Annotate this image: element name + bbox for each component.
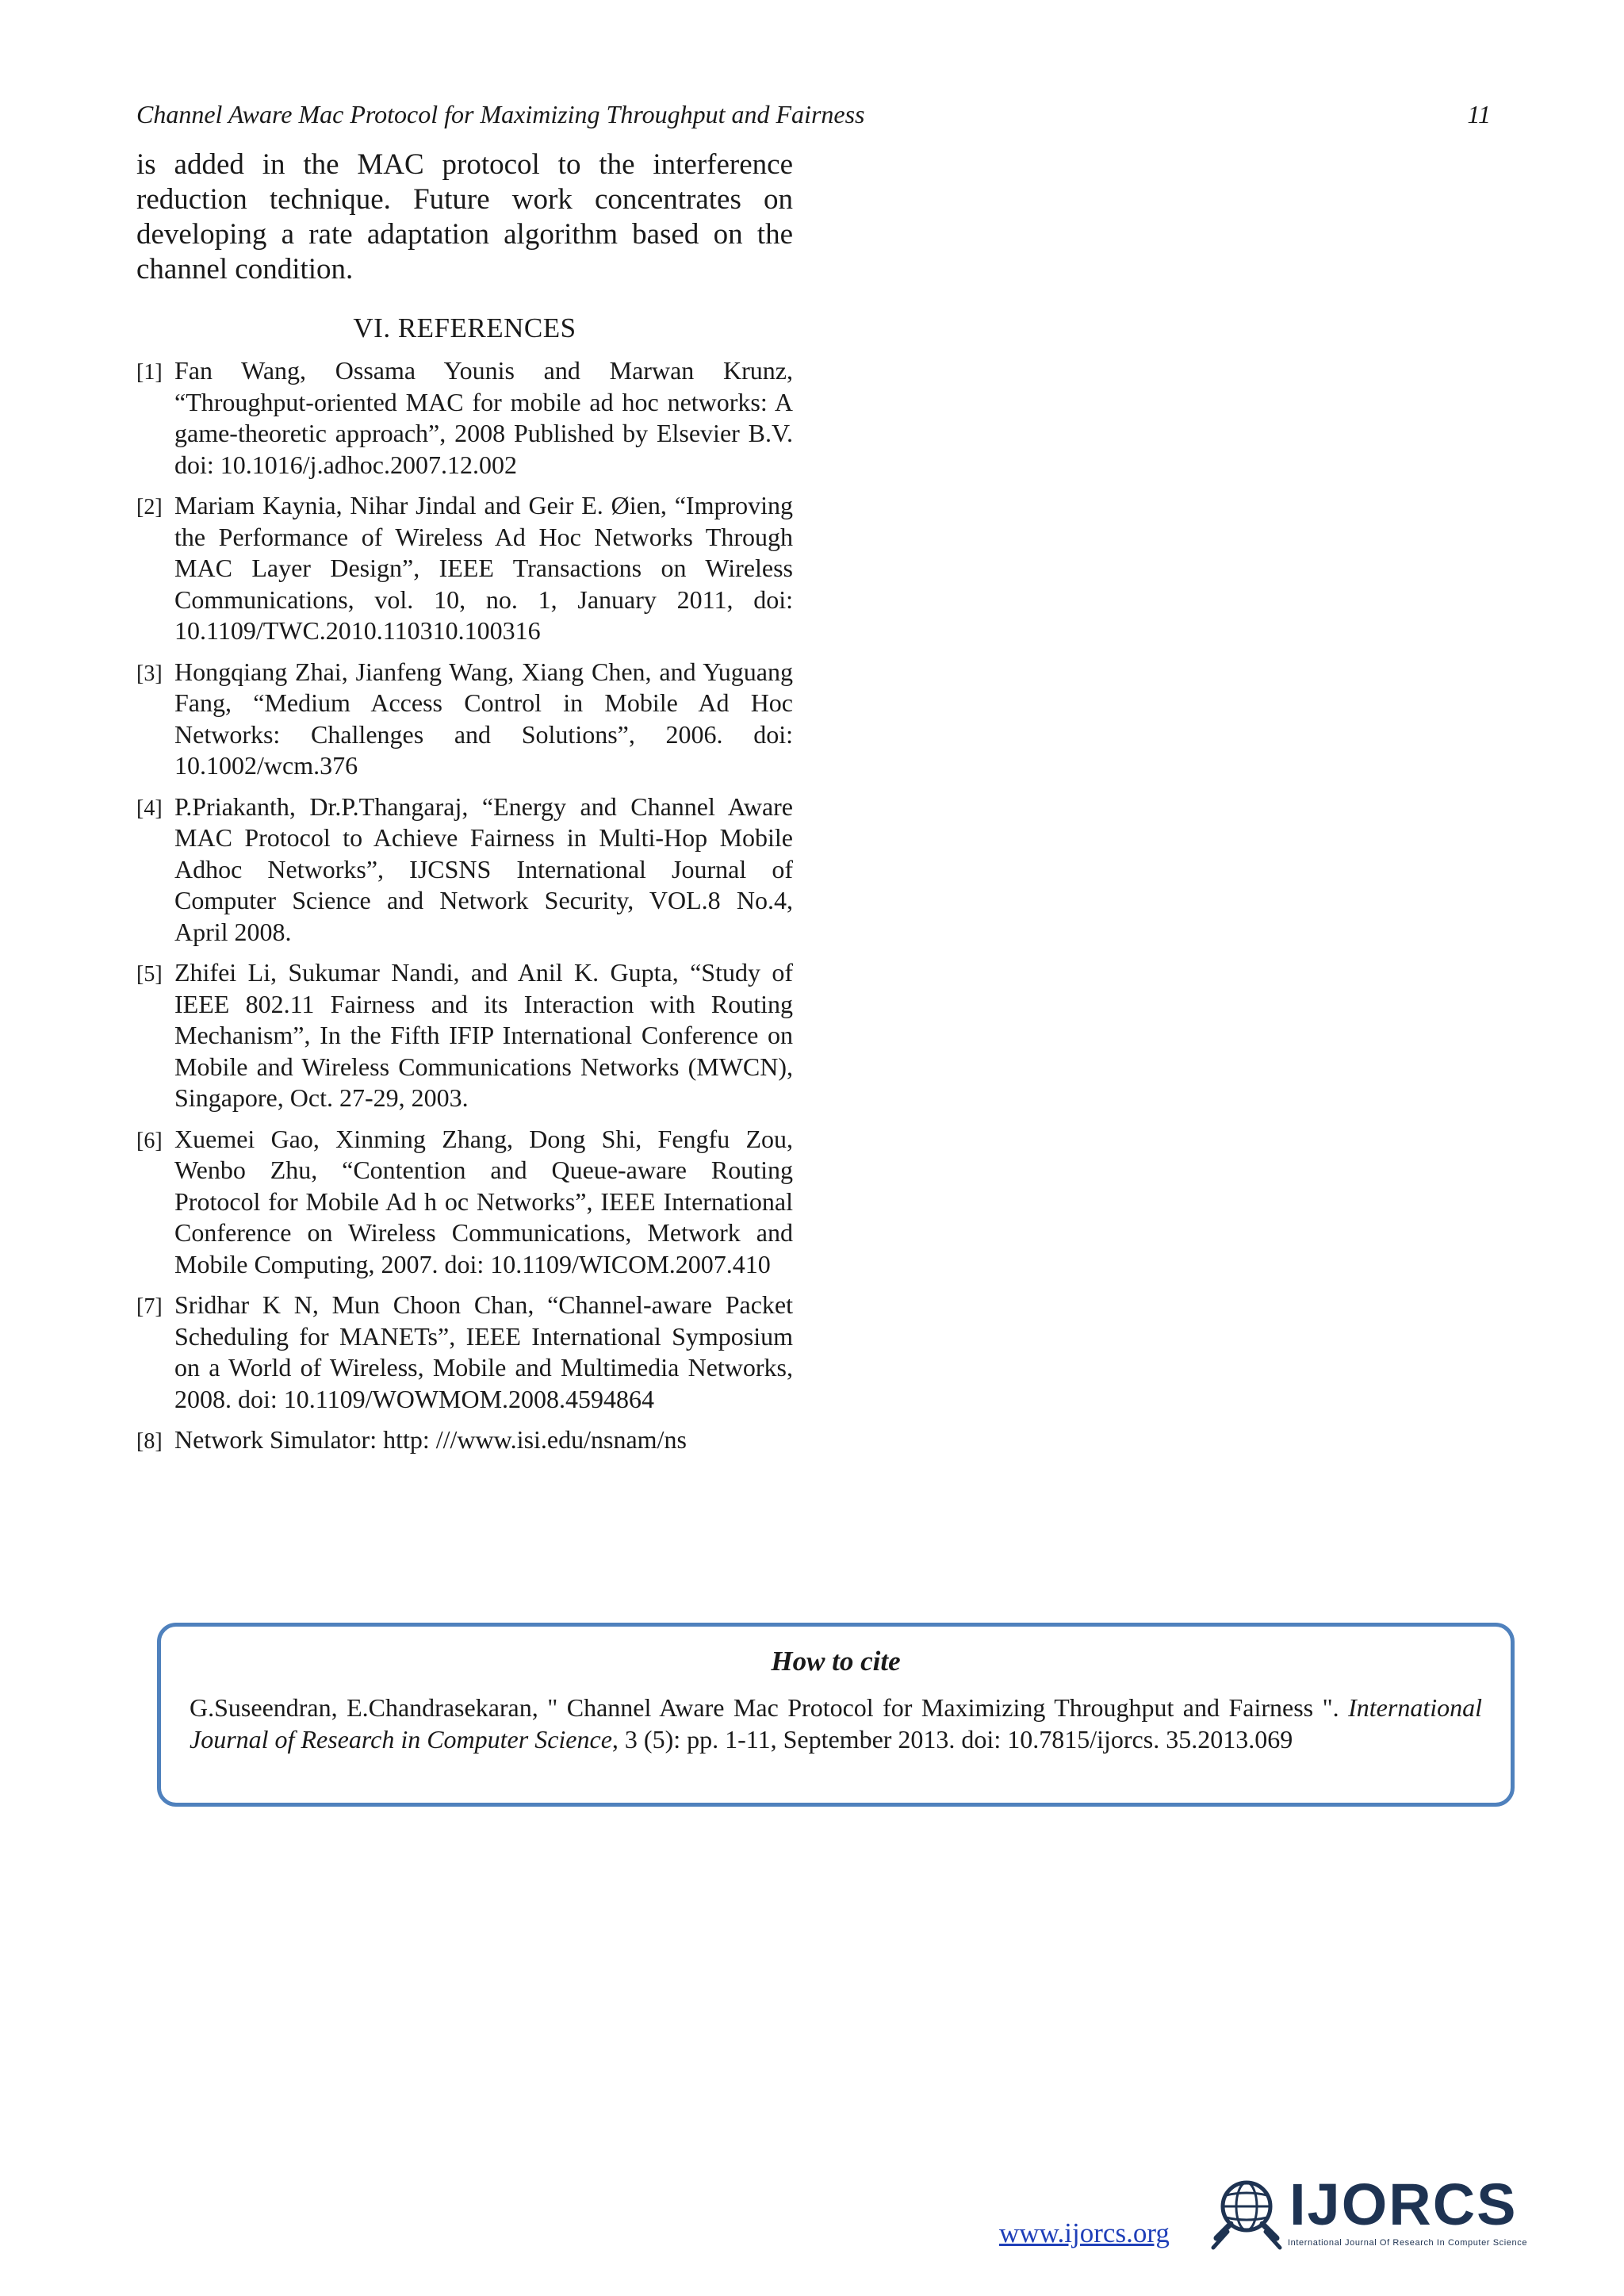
logo-tagline: International Journal Of Research In Computer Science — [1288, 2238, 1528, 2248]
reference-number: [3] — [136, 661, 163, 686]
reference-number: [8] — [136, 1429, 163, 1454]
reference-item — [136, 792, 793, 949]
reference-text: P.Priakanth, Dr.P.Thangaraj, “Energy and Channel Aware MAC Protocol to Achieve Fairness in Multi-Hop Mobile Adhoc Networks”, IJCSNS International Journal of Computer Science and Network Security, VOL.8 No.4, April 2008. — [174, 792, 793, 946]
globe-icon — [1207, 2171, 1286, 2251]
citation-text — [190, 1692, 1482, 1755]
reference-text: Xuemei Gao, Xinming Zhang, Dong Shi, Fengfu Zou, Wenbo Zhu, “Contention and Queue-aware Routing Protocol for Mobile Ad h oc Networks”, IEEE International Conference on Wireless Communications, Metwork and Mobile Computing, 2007. doi: 10.1109/WICOM.2007.410 — [174, 1124, 793, 1278]
intro-paragraph: is added in the MAC protocol to the interference reduction technique. Future work concentrates on developing a rate adaptation algorithm based on the channel condition. — [136, 148, 793, 286]
running-title: Channel Aware Mac Protocol for Maximizing Throughput and Fairness — [136, 100, 865, 128]
journal-website-link[interactable]: www.ijorcs.org — [999, 2217, 1170, 2248]
reference-number: [5] — [136, 962, 163, 987]
how-to-cite-box — [157, 1623, 1515, 1807]
left-column — [136, 148, 793, 1466]
reference-number: [6] — [136, 1128, 163, 1153]
references-heading: VI. REFERENCES — [353, 312, 576, 343]
running-header — [136, 98, 1491, 130]
reference-number: [7] — [136, 1294, 163, 1319]
reference-number: [2] — [136, 495, 163, 519]
how-to-cite-title: How to cite — [771, 1646, 901, 1677]
reference-list — [136, 355, 793, 1457]
ijorcs-logo — [1207, 2168, 1528, 2256]
reference-text: Fan Wang, Ossama Younis and Marwan Krunz, “Throughput-oriented MAC for mobile ad hoc networks: A game-theoretic approach”, 2008 Published by Elsevier B.V. doi: 10.1016/j.adhoc.2007.12.002 — [174, 356, 793, 479]
reference-item — [136, 1290, 793, 1415]
reference-item — [136, 957, 793, 1114]
reference-text: Hongqiang Zhai, Jianfeng Wang, Xiang Chen, and Yuguang Fang, “Medium Access Control in Mobile Ad Hoc Networks: Challenges and Solutions”, 2006. doi: 10.1002/wcm.376 — [174, 657, 793, 780]
reference-item — [136, 490, 793, 647]
reference-item — [136, 1124, 793, 1281]
reference-text: Sridhar K N, Mun Choon Chan, “Channel-aware Packet Scheduling for MANETs”, IEEE International Symposium on a World of Wireless, Mobile and Multimedia Networks, 2008. doi: 10.1109/WOWMOM.2008.4594864 — [174, 1290, 793, 1413]
reference-item — [136, 1424, 793, 1457]
reference-number: [1] — [136, 360, 163, 385]
footer — [999, 2168, 1528, 2256]
logo-wordmark: IJORCS — [1289, 2171, 1518, 2237]
reference-item — [136, 657, 793, 782]
reference-number: [4] — [136, 795, 163, 821]
citation-authors-title: G.Suseendran, E.Chandrasekaran, " Channel Aware Mac Protocol for Maximizing Throughput and Fairness ". — [190, 1693, 1349, 1722]
reference-text: Network Simulator: http: ///www.isi.edu/nsnam/ns — [174, 1425, 687, 1454]
citation-details: , 3 (5): pp. 1-11, September 2013. doi: 10.7815/ijorcs. 35.2013.069 — [611, 1725, 1293, 1754]
reference-text: Zhifei Li, Sukumar Nandi, and Anil K. Gupta, “Study of IEEE 802.11 Fairness and its Interaction with Routing Mechanism”, In the Fifth IFIP International Conference on Mobile and Wireless Communications Networks (MWCN), Singapore, Oct. 27-29, 2003. — [174, 958, 793, 1112]
citation-journal: International Journal of Research in Computer Science — [190, 1693, 1482, 1754]
page-number: 11 — [1467, 100, 1491, 128]
reference-text: Mariam Kaynia, Nihar Jindal and Geir E. Øien, “Improving the Performance of Wireless Ad Hoc Networks Through MAC Layer Design”, IEEE Transactions on Wireless Communications, vol. 10, no. 1, January 2011, doi: 10.1109/TWC.2010.110310.100316 — [174, 491, 793, 645]
reference-item — [136, 355, 793, 481]
